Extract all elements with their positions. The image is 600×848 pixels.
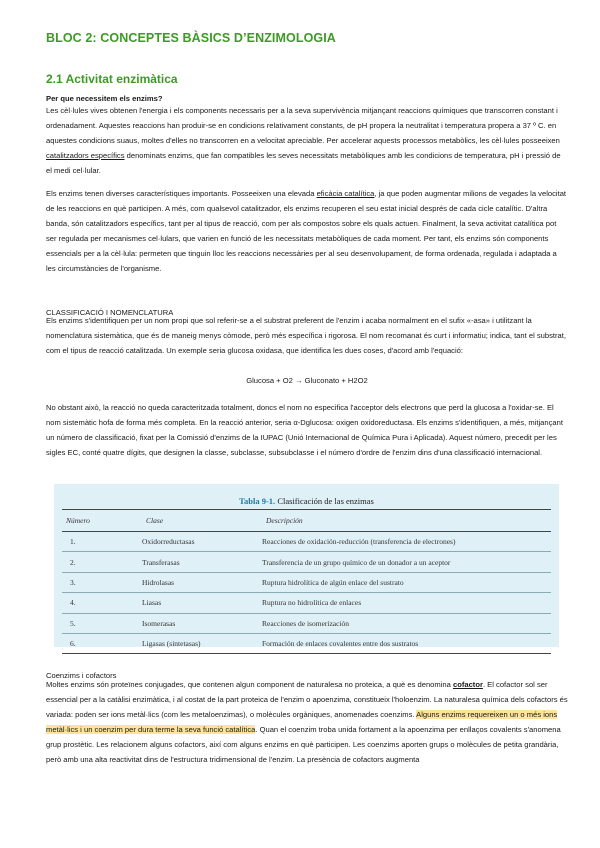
classification-heading: CLASSIFICACIÓ I NOMENCLATURA [46, 308, 174, 317]
table-row: 1. Oxidorreductasas Reacciones de oxidación-reducción (transferencia de electrones) [62, 532, 551, 552]
enzyme-classification-table [54, 484, 559, 647]
equation: Glucosa + O2 → Gluconato + H2O2 [246, 376, 368, 385]
table-row: 5. Isomerasas Reacciones de isomerización [62, 613, 551, 633]
table-row: 3. Hidrolasas Ruptura hidrolítica de algún enlace del sustrato [62, 572, 551, 592]
paragraph-1: Les cèl·lules vives obtenen l'energia i els components necessaris per a la seva supervivència mitjançant reaccions químiques que transcorren constant i ordenadament. Aquestes reaccions han produir-se en condicions relativament constants, de pH propera la neutralitat i temperatura propera a 37 º C. en aquestes condicions suaus, moltes d'elles no transcorren en a velocitat apreciable. Per accelerar aquests processos metabòlics, les cèl·lules posseeixen catalitzadors específics denominats enzims, que fan compatibles les seves necessitats metabòliques amb les condicions de temperatura, pH i pressió de el medi cel·lular. [46, 106, 561, 175]
highlight-term: eficàcia catalítica [316, 189, 375, 198]
section-title: 2.1 Activitat enzimàtica [46, 72, 178, 86]
table-row: 4. Liasas Ruptura no hidrolítica de enlaces [62, 593, 551, 613]
paragraph-5: Moltes enzims són proteïnes conjugades, que contenen algun component de naturalesa no proteica, a què es denomina cofactor. El cofactor sol ser essencial per a la catàlisi enzimàtica, i al costat de la part proteica de l'enzim o apoenzima, constitueix l'holoenzim. La naturalesa química dels cofactors és variada: poden ser ions metàl·lics (com les metaloenzimas), o molècules orgàniques, anomenades coenzims. Alguns enzims requereixen un o més ions metàl·lics i un coenzim per dura terme la seva funció catalítica. Quan el coenzim troba unida fortament a la apoenzima per enllaços covalents s'anomena grup prostètic. Les relacionem alguns cofactors, així com alguns enzims en què participen. Les coenzims aporten grups o molècules de petita grandària, però amb una alta reactivitat dins de l'estructura tridimensional de l'enzim. La presència de cofactors augmenta [46, 680, 568, 764]
paragraph-3: Els enzims s'identifiquen per un nom propi que sol referir-se a el substrat preferent de l'enzim i acaba normalment en el sufix «-asa» i utilitzant la nomenclatura sistemàtica, que és de maneig menys còmode, però més específica i rigorosa. El nom recomanat és curt i informatiu; indica, tant el substrat, com el tipus de reacció catalitzada. Un exemple seria glucosa oxidasa, que identifica les dues coses, d'acord amb l'equació: [46, 316, 566, 355]
header-descripcion: Descripción [262, 510, 551, 532]
highlight-term: cofactor [452, 680, 483, 689]
paragraph-4: No obstant això, la reacció no queda caracteritzada totalment, doncs el nom no especifica l'acceptor dels electrons que perd la glucosa a l'oxidar-se. El nom sistemàtic hofa de forma més completa. En la reacció anterior, seria α-Dglucosa: oxigen oxidoreductasa. Els enzims s'identifiquen, a més, mitjançant un número de classificació, fixat per la Comissió d'enzims de la IUPAC (Unió Internacional de Química Pura i Aplicada). Aquest número, precedit per les sigles EC, conté quatre dígits, que designen la classe, subclasse, subsubclasse i el número d'ordre de l'enzim dins d'una classificació internacional. [46, 403, 563, 457]
question-heading: Per que necessitem els enzims? [46, 94, 163, 103]
header-numero: Número [62, 510, 142, 532]
table-row: 2. Transferasas Transferencia de un grupo químico de un donador a un aceptor [62, 552, 551, 572]
table-caption: Tabla 9-1. Clasificación de las enzimas [239, 496, 374, 506]
highlighted-text: Alguns enzims requereixen un o més ions metàl·lics i un coenzim per dura terme la seva funció catalítica [46, 709, 558, 734]
paragraph-2: Els enzims tenen diverses característiques importants. Posseeixen una elevada eficàcia catalítica, ja que poden augmentar milions de vegades la velocitat de les reaccions en què participen. A més, com qualsevol catalitzador, els enzims recuperen el seu estat inicial després de cada cicle catalític. D'altra banda, són catalitzadors específics, tant per al tipus de reacció, com per als compostos sobre els quals actuen. Finalment, la seva activitat catalítica pot ser regulada per mecanismes cel·lulars, que varien en funció de les necessitats metabòliques de cada moment. Per tant, els enzims són components essencials per a la cèl·lula: permeten que tinguin lloc les reaccions necessàries per al seu desenvolupament, de forma ordenada, regulada i adaptada a les circumstàncies de l'organisme. [46, 189, 567, 273]
highlight-term: catalitzadors específics [46, 150, 125, 160]
table-header-row [62, 510, 551, 532]
document-title: BLOC 2: CONCEPTES BÀSICS D’ENZIMOLOGIA [46, 31, 336, 45]
header-clase: Clase [142, 510, 262, 532]
table-row: 6. Ligasas (sintetasas) Formación de enlaces covalentes entre dos sustratos [62, 633, 551, 653]
coenzymes-heading: Coenzims i cofactors [46, 671, 117, 680]
